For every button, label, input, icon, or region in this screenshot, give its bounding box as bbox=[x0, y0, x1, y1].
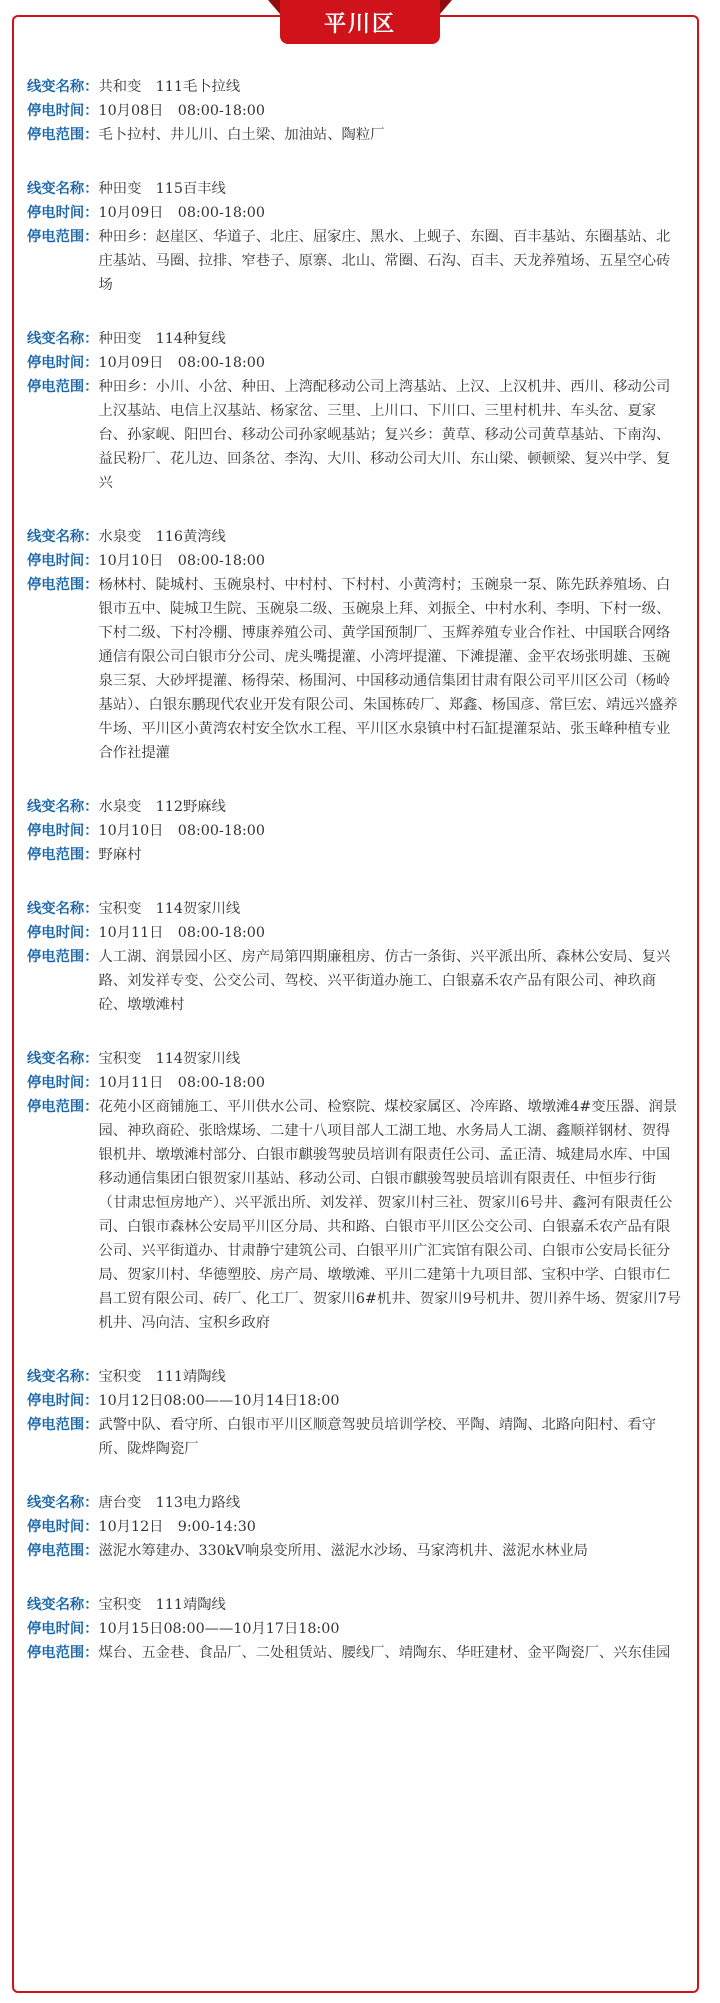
outage-time-row bbox=[27, 201, 682, 225]
outage-time-label: 停电时间： bbox=[27, 103, 99, 119]
line-name-row bbox=[27, 327, 682, 351]
line-name-row bbox=[27, 897, 682, 921]
outage-time-label: 停电时间： bbox=[27, 1621, 99, 1637]
outage-range-label: 停电范围： bbox=[27, 847, 99, 863]
outage-time-row bbox=[27, 549, 682, 573]
line-name-label: 线变名称： bbox=[27, 181, 99, 197]
outage-range-value: 毛卜拉村、井儿川、白土梁、加油站、陶粒厂 bbox=[98, 127, 385, 143]
outage-notice bbox=[27, 1491, 682, 1563]
outage-time-row bbox=[27, 1071, 682, 1095]
outage-range-value: 花苑小区商铺施工、平川供水公司、检察院、煤校家属区、冷库路、墩墩滩4#变压器、润景园、神玖商砼、张晗煤场、二建十八项目部人工湖工地、水务局人工湖、鑫顺祥钢材、贺得银机井、墩墩滩村部分、白银市麒骏驾驶员培训有限责任公司、孟正清、城建局水库、中国移动通信集团白银贺家川基站、移动公司、白银市麒骏驾驶员培训有限责任、中恒步行街（甘肃忠恒房地产）、兴平派出所、刘发祥、贺家川村三社、贺家川6号井、鑫河有限责任公司、白银市森林公安局平川区分局、共和路、白银市平川区公交公司、白银嘉禾农产品有限公司、兴平街道办、甘肃静宁建筑公司、白银平川广汇宾馆有限公司、白银市公安局长征分局、贺家川村、华德塑胶、房产局、墩墩滩、平川二建第十九项目部、宝积中学、白银市仁昌工贸有限公司、砖厂、化工厂、贺家川6#机井、贺家川9号机井、贺川养牛场、贺家川7号机井、冯向洁、宝积乡政府 bbox=[98, 1099, 682, 1331]
outage-time-label: 停电时间： bbox=[27, 205, 99, 221]
outage-time-row bbox=[27, 1389, 682, 1413]
outage-time-label: 停电时间： bbox=[27, 823, 99, 839]
line-name-label: 线变名称： bbox=[27, 331, 99, 347]
outage-time-label: 停电时间： bbox=[27, 1519, 99, 1535]
outage-notice bbox=[27, 795, 682, 867]
outage-range-row bbox=[27, 573, 682, 765]
outage-time-label: 停电时间： bbox=[27, 355, 99, 371]
outage-time-value: 10月09日 08:00-18:00 bbox=[98, 205, 265, 221]
notice-list bbox=[27, 75, 682, 1695]
outage-range-value: 种田乡：小川、小岔、种田、上湾配移动公司上湾基站、上汉、上汉机井、西川、移动公司上汉基站、电信上汉基站、杨家岔、三里、上川口、下川口、三里村机井、车头岔、夏家台、孙家岘、阳凹台、移动公司孙家岘基站；复兴乡：黄草、移动公司黄草基站、下南沟、益民粉厂、花儿边、回条岔、李沟、大川、移动公司大川、东山梁、顿顿梁、复兴中学、复兴 bbox=[98, 379, 671, 491]
outage-time-label: 停电时间： bbox=[27, 553, 99, 569]
line-name-value: 水泉变 116黄湾线 bbox=[98, 529, 226, 545]
outage-range-row bbox=[27, 843, 682, 867]
tab-ribbon-left bbox=[268, 0, 280, 14]
outage-range-row bbox=[27, 1095, 682, 1335]
outage-range-label: 停电范围： bbox=[27, 949, 99, 965]
outage-notice bbox=[27, 897, 682, 1017]
line-name-value: 种田变 115百丰线 bbox=[98, 181, 226, 197]
outage-range-row bbox=[27, 945, 682, 1017]
line-name-row bbox=[27, 795, 682, 819]
line-name-row bbox=[27, 525, 682, 549]
outage-range-label: 停电范围： bbox=[27, 1417, 99, 1433]
outage-time-row bbox=[27, 99, 682, 123]
outage-range-value: 武警中队、看守所、白银市平川区顺意驾驶员培训学校、平陶、靖陶、北路向阳村、看守所、陇烨陶瓷厂 bbox=[98, 1417, 657, 1457]
outage-notice bbox=[27, 1365, 682, 1461]
outage-range-value: 杨林村、陡城村、玉碗泉村、中村村、下村村、小黄湾村；玉碗泉一泵、陈先跃养殖场、白银市五中、陡城卫生院、玉碗泉二级、玉碗泉上拜、刘振全、中村水利、李明、下村一级、下村二级、下村冷棚、博康养殖公司、黄学国预制厂、玉辉养殖专业合作社、中国联合网络通信有限公司白银市分公司、虎头嘴提灌、小湾坪提灌、下滩提灌、金平农场张明雄、玉碗泉三泵、大砂坪提灌、杨得荣、杨围河、中国移动通信集团甘肃有限公司平川区公司（杨岭基站）、白银东鹏现代农业开发有限公司、朱国栋砖厂、郑鑫、杨国彦、常巨宏、靖远兴盛养牛场、平川区小黄湾农村安全饮水工程、平川区水泉镇中村石缸提灌泵站、张玉峰种植专业合作社提灌 bbox=[98, 577, 678, 761]
outage-time-row bbox=[27, 1515, 682, 1539]
outage-time-value: 10月15日08:00——10月17日18:00 bbox=[98, 1621, 340, 1637]
outage-notice bbox=[27, 1047, 682, 1335]
outage-time-label: 停电时间： bbox=[27, 925, 99, 941]
line-name-label: 线变名称： bbox=[27, 799, 99, 815]
outage-time-value: 10月10日 08:00-18:00 bbox=[98, 553, 265, 569]
district-title: 平川区 bbox=[323, 11, 396, 37]
outage-time-row bbox=[27, 921, 682, 945]
outage-range-value: 滋泥水筹建办、330kV响泉变所用、滋泥水沙场、马家湾机井、滋泥水林业局 bbox=[98, 1543, 588, 1559]
line-name-label: 线变名称： bbox=[27, 1597, 99, 1613]
outage-time-value: 10月12日08:00——10月14日18:00 bbox=[98, 1393, 340, 1409]
outage-range-value: 野麻村 bbox=[98, 847, 142, 863]
tab-ribbon-right bbox=[440, 0, 452, 14]
line-name-value: 宝积变 114贺家川线 bbox=[98, 901, 241, 917]
outage-time-label: 停电时间： bbox=[27, 1075, 99, 1091]
line-name-row bbox=[27, 1593, 682, 1617]
outage-range-row bbox=[27, 1413, 682, 1461]
outage-time-row bbox=[27, 819, 682, 843]
outage-range-row bbox=[27, 123, 682, 147]
outage-range-row bbox=[27, 1641, 682, 1665]
outage-range-label: 停电范围： bbox=[27, 1645, 99, 1661]
outage-range-value: 种田乡：赵崖区、华道子、北庄、屈家庄、黑水、上蚬子、东圈、百丰基站、东圈基站、北庄基站、马圈、拉排、窄巷子、原寨、北山、常圈、石沟、百丰、天龙养殖场、五星空心砖场 bbox=[98, 229, 671, 293]
outage-range-label: 停电范围： bbox=[27, 1099, 99, 1115]
outage-range-row bbox=[27, 375, 682, 495]
line-name-label: 线变名称： bbox=[27, 1495, 99, 1511]
district-tab bbox=[280, 0, 440, 44]
line-name-value: 宝积变 111靖陶线 bbox=[98, 1369, 226, 1385]
outage-notice bbox=[27, 525, 682, 765]
outage-range-value: 煤台、五金巷、食品厂、二处租赁站、腰线厂、靖陶东、华旺建材、金平陶瓷厂、兴东佳园 bbox=[98, 1645, 671, 1661]
line-name-row bbox=[27, 177, 682, 201]
line-name-label: 线变名称： bbox=[27, 1369, 99, 1385]
line-name-value: 宝积变 114贺家川线 bbox=[98, 1051, 241, 1067]
outage-range-row bbox=[27, 225, 682, 297]
line-name-value: 共和变 111毛卜拉线 bbox=[98, 79, 241, 95]
line-name-label: 线变名称： bbox=[27, 1051, 99, 1067]
outage-range-label: 停电范围： bbox=[27, 379, 99, 395]
outage-time-value: 10月09日 08:00-18:00 bbox=[98, 355, 265, 371]
line-name-row bbox=[27, 1047, 682, 1071]
outage-range-value: 人工湖、润景园小区、房产局第四期廉租房、仿古一条街、兴平派出所、森林公安局、复兴路、刘发祥专变、公交公司、驾校、兴平街道办施工、白银嘉禾农产品有限公司、神玖商砼、墩墩滩村 bbox=[98, 949, 671, 1013]
line-name-value: 水泉变 112野麻线 bbox=[98, 799, 226, 815]
outage-notice bbox=[27, 1593, 682, 1665]
outage-time-value: 10月08日 08:00-18:00 bbox=[98, 103, 265, 119]
outage-notice bbox=[27, 75, 682, 147]
line-name-label: 线变名称： bbox=[27, 79, 99, 95]
outage-time-row bbox=[27, 1617, 682, 1641]
outage-notice bbox=[27, 327, 682, 495]
outage-range-label: 停电范围： bbox=[27, 1543, 99, 1559]
outage-time-value: 10月10日 08:00-18:00 bbox=[98, 823, 265, 839]
outage-time-value: 10月12日 9:00-14:30 bbox=[98, 1519, 256, 1535]
outage-notice bbox=[27, 177, 682, 297]
outage-range-label: 停电范围： bbox=[27, 127, 99, 143]
line-name-value: 种田变 114种复线 bbox=[98, 331, 226, 347]
line-name-row bbox=[27, 1491, 682, 1515]
line-name-value: 宝积变 111靖陶线 bbox=[98, 1597, 226, 1613]
line-name-row bbox=[27, 1365, 682, 1389]
line-name-label: 线变名称： bbox=[27, 901, 99, 917]
outage-time-label: 停电时间： bbox=[27, 1393, 99, 1409]
line-name-row bbox=[27, 75, 682, 99]
outage-time-row bbox=[27, 351, 682, 375]
line-name-value: 唐台变 113电力路线 bbox=[98, 1495, 241, 1511]
outage-range-label: 停电范围： bbox=[27, 577, 99, 593]
line-name-label: 线变名称： bbox=[27, 529, 99, 545]
outage-range-label: 停电范围： bbox=[27, 229, 99, 245]
outage-time-value: 10月11日 08:00-18:00 bbox=[98, 925, 265, 941]
outage-range-row bbox=[27, 1539, 682, 1563]
outage-time-value: 10月11日 08:00-18:00 bbox=[98, 1075, 265, 1091]
